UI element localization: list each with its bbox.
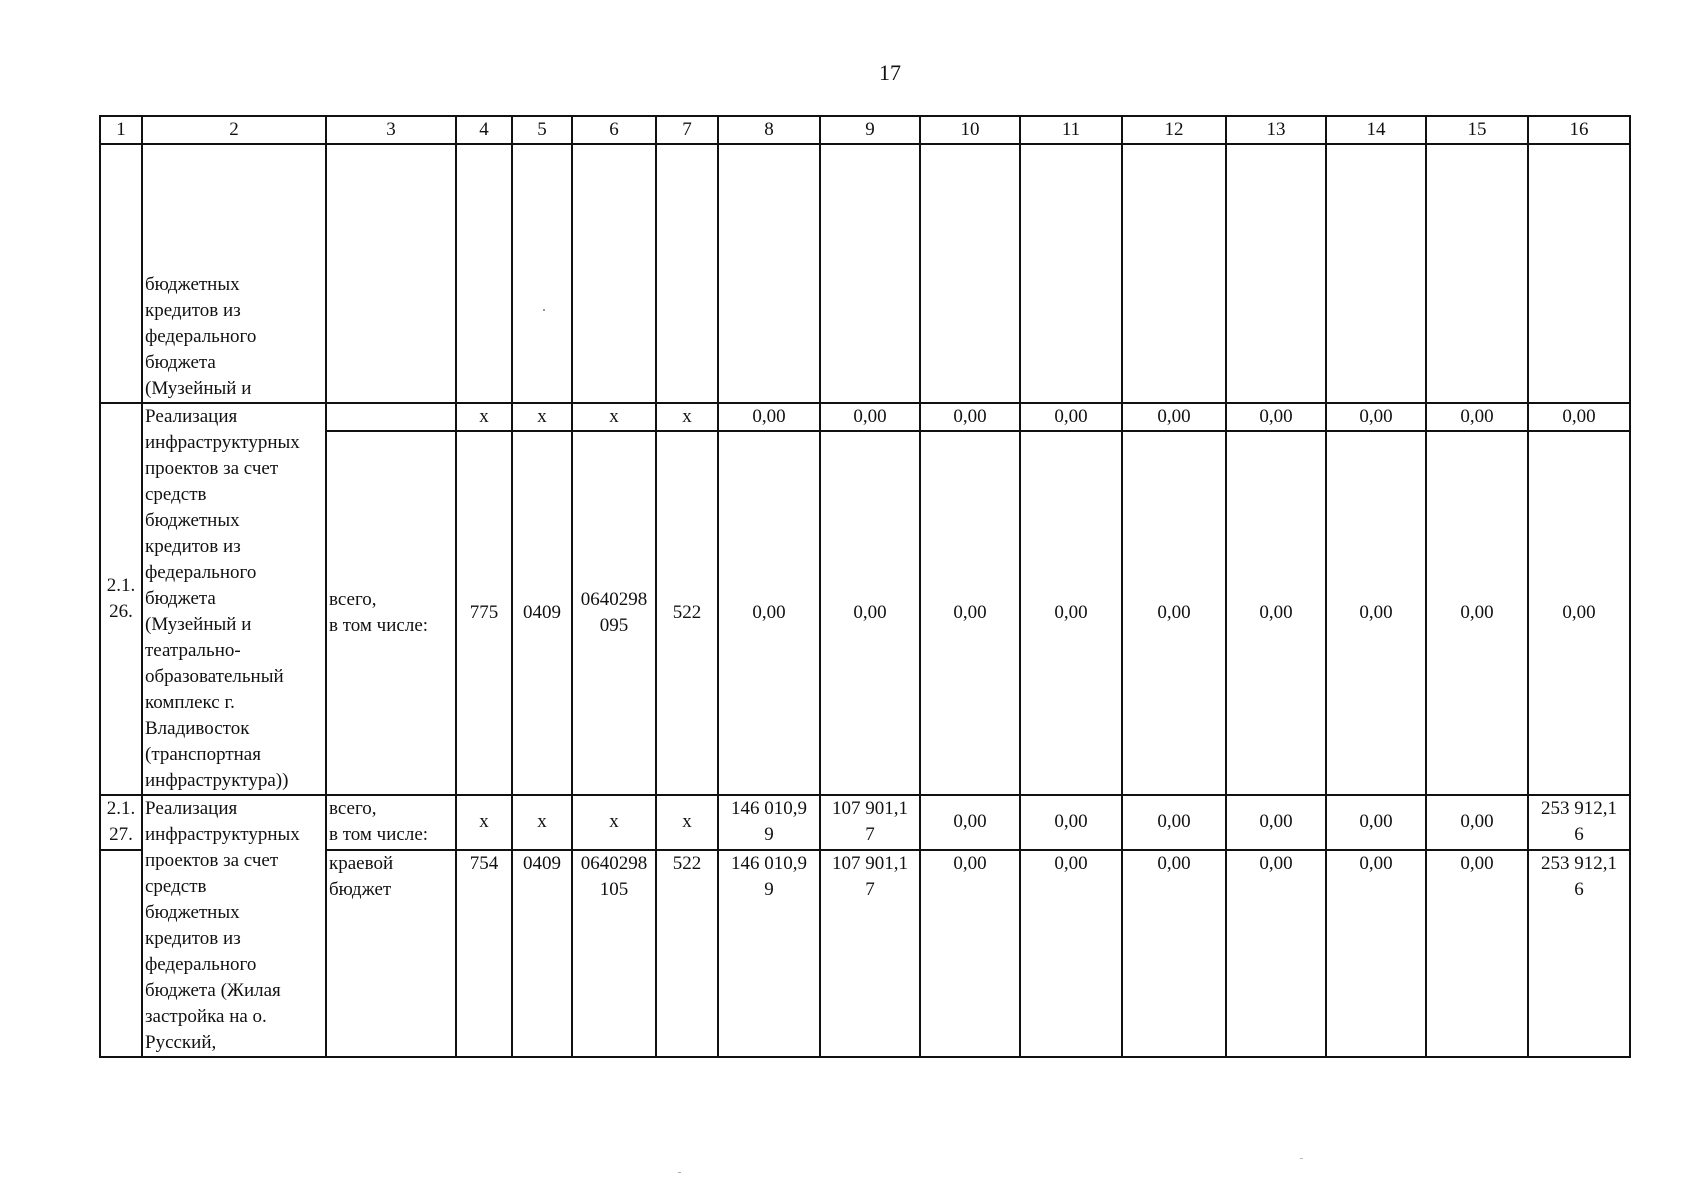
value-cell: 0,00 bbox=[1426, 403, 1528, 431]
value-cell: 0,00 bbox=[1528, 431, 1630, 795]
value-cell: 0,00 bbox=[820, 403, 920, 431]
column-header: 14 bbox=[1326, 116, 1426, 144]
value-cell: 0,00 bbox=[1426, 850, 1528, 1057]
column-header: 13 bbox=[1226, 116, 1326, 144]
budget-table bbox=[99, 115, 1631, 1058]
code-cell: 0640298 105 bbox=[572, 850, 656, 1057]
empty-cell bbox=[1426, 144, 1528, 403]
continued-number-cell bbox=[100, 144, 142, 403]
item-26-source: всего, в том числе: bbox=[326, 431, 456, 795]
empty-cell bbox=[920, 144, 1020, 403]
x-mark: х bbox=[572, 403, 656, 431]
empty-cell bbox=[456, 144, 512, 403]
value-cell: 0,00 bbox=[718, 403, 820, 431]
page-number: 17 bbox=[879, 60, 901, 85]
value-cell: 0,00 bbox=[1020, 431, 1122, 795]
column-header: 7 bbox=[656, 116, 718, 144]
value-cell: 0,00 bbox=[1226, 850, 1326, 1057]
column-header: 12 bbox=[1122, 116, 1226, 144]
item-27-total-source: всего, в том числе: bbox=[326, 795, 456, 850]
item-26-name: Реализация инфраструктурных проектов за счет средств бюджетных кредитов из федерального бюджета (Музейный и театрально- образовательный комплекс г. Владивосток (транспортная инфраструктура)) bbox=[142, 403, 326, 795]
empty-cell bbox=[1528, 144, 1630, 403]
column-header: 3 bbox=[326, 116, 456, 144]
scan-speck bbox=[678, 1172, 681, 1173]
x-mark: х bbox=[512, 403, 572, 431]
value-cell: 0,00 bbox=[1122, 795, 1226, 850]
item-26-detail-row bbox=[100, 431, 1630, 795]
value-cell: 146 010,9 9 bbox=[718, 850, 820, 1057]
value-cell: 107 901,1 7 bbox=[820, 795, 920, 850]
item-26-summary-row bbox=[100, 403, 1630, 431]
value-cell: 0,00 bbox=[1326, 431, 1426, 795]
column-header: 10 bbox=[920, 116, 1020, 144]
column-header: 4 bbox=[456, 116, 512, 144]
empty-cell bbox=[572, 144, 656, 403]
code-cell: 0640298 095 bbox=[572, 431, 656, 795]
x-mark: х bbox=[656, 795, 718, 850]
x-mark: х bbox=[456, 403, 512, 431]
code-cell: 754 bbox=[456, 850, 512, 1057]
value-cell: 0,00 bbox=[1426, 431, 1528, 795]
empty-cell bbox=[1122, 144, 1226, 403]
value-cell: 0,00 bbox=[920, 795, 1020, 850]
value-cell: 0,00 bbox=[920, 431, 1020, 795]
value-cell: 0,00 bbox=[1122, 850, 1226, 1057]
code-cell: 522 bbox=[656, 431, 718, 795]
value-cell: 253 912,1 6 bbox=[1528, 795, 1630, 850]
code-cell: 0409 bbox=[512, 431, 572, 795]
item-27-regional-source: краевой бюджет bbox=[326, 850, 456, 1057]
value-cell: 0,00 bbox=[1326, 403, 1426, 431]
column-header: 5 bbox=[512, 116, 572, 144]
code-cell: 0409 bbox=[512, 850, 572, 1057]
item-27-name: Реализация инфраструктурных проектов за счет средств бюджетных кредитов из федерального бюджета (Жилая застройка на о. Русский, bbox=[142, 795, 326, 1057]
item-26-summary-source bbox=[326, 403, 456, 431]
column-header: 1 bbox=[100, 116, 142, 144]
scan-dot bbox=[543, 309, 545, 311]
empty-cell bbox=[326, 144, 456, 403]
value-cell: 0,00 bbox=[718, 431, 820, 795]
value-cell: 0,00 bbox=[1326, 850, 1426, 1057]
empty-cell bbox=[1226, 144, 1326, 403]
value-cell: 0,00 bbox=[1020, 403, 1122, 431]
value-cell: 0,00 bbox=[1020, 795, 1122, 850]
column-header: 15 bbox=[1426, 116, 1528, 144]
value-cell: 0,00 bbox=[920, 403, 1020, 431]
value-cell: 0,00 bbox=[1426, 795, 1528, 850]
continued-row bbox=[100, 144, 1630, 403]
column-header: 8 bbox=[718, 116, 820, 144]
value-cell: 107 901,1 7 bbox=[820, 850, 920, 1057]
value-cell: 0,00 bbox=[820, 431, 920, 795]
empty-number-cell bbox=[100, 850, 142, 1057]
column-header: 9 bbox=[820, 116, 920, 144]
code-cell: 775 bbox=[456, 431, 512, 795]
empty-cell bbox=[512, 144, 572, 403]
empty-cell bbox=[718, 144, 820, 403]
value-cell: 0,00 bbox=[1226, 403, 1326, 431]
item-26-number: 2.1. 26. bbox=[100, 403, 142, 795]
empty-cell bbox=[1020, 144, 1122, 403]
value-cell: 0,00 bbox=[920, 850, 1020, 1057]
column-header: 16 bbox=[1528, 116, 1630, 144]
empty-cell bbox=[1326, 144, 1426, 403]
x-mark: х bbox=[512, 795, 572, 850]
empty-cell bbox=[820, 144, 920, 403]
code-cell: 522 bbox=[656, 850, 718, 1057]
value-cell: 0,00 bbox=[1122, 403, 1226, 431]
value-cell: 146 010,9 9 bbox=[718, 795, 820, 850]
value-cell: 0,00 bbox=[1326, 795, 1426, 850]
item-27-total-row bbox=[100, 795, 1630, 850]
column-header: 11 bbox=[1020, 116, 1122, 144]
value-cell: 0,00 bbox=[1226, 431, 1326, 795]
column-header: 6 bbox=[572, 116, 656, 144]
x-mark: х bbox=[656, 403, 718, 431]
scan-speck bbox=[1300, 1158, 1303, 1159]
value-cell: 0,00 bbox=[1020, 850, 1122, 1057]
item-27-regional-row bbox=[100, 850, 1630, 1057]
item-27-number: 2.1. 27. bbox=[100, 795, 142, 850]
column-header: 2 bbox=[142, 116, 326, 144]
value-cell: 0,00 bbox=[1528, 403, 1630, 431]
x-mark: х bbox=[572, 795, 656, 850]
value-cell: 0,00 bbox=[1226, 795, 1326, 850]
empty-cell bbox=[656, 144, 718, 403]
value-cell: 0,00 bbox=[1122, 431, 1226, 795]
column-number-row bbox=[100, 116, 1630, 144]
continued-name-cell: бюджетных кредитов из федерального бюджета (Музейный и bbox=[142, 144, 326, 403]
value-cell: 253 912,1 6 bbox=[1528, 850, 1630, 1057]
x-mark: х bbox=[456, 795, 512, 850]
